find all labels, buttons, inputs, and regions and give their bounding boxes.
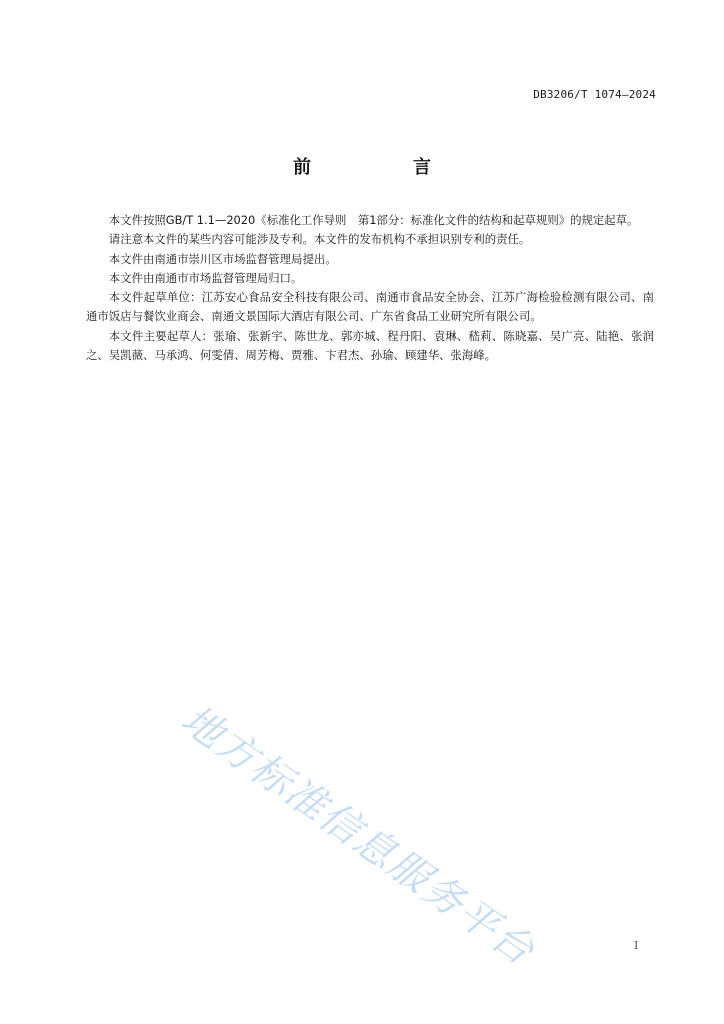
page-number: I [634, 939, 639, 952]
paragraph-drafters: 本文件主要起草人：张瑜、张新宇、陈世龙、郭亦城、程丹阳、袁琳、嵇莉、陈晓嘉、吴广亮、陆艳、张润之、吴凯薇、马承鸿、何雯倩、周芳梅、贾雅、卞君杰、孙瑜、顾建华、张海峰。 [86, 328, 654, 363]
preface-body [86, 211, 654, 365]
paragraph-patent-notice: 请注意本文件的某些内容可能涉及专利。本文件的发布机构不承担识别专利的责任。 [108, 232, 531, 247]
paragraph-drafting-rules: 本文件按照GB/T 1.1—2020《标准化工作导则 第1部分：标准化文件的结构和起草规则》的规定起草。 [108, 213, 639, 227]
watermark: 地方标准信息服务平台 [172, 696, 544, 976]
paragraph-administrator: 本文件由南通市市场监督管理局归口。 [108, 270, 303, 285]
paragraph-drafting-units: 本文件起草单位：江苏安心食品安全科技有限公司、南通市食品安全协会、江苏广海检验检测有限公司、南通市饭店与餐饮业商会、南通文景国际大酒店有限公司、广东省食品工业研究所有限公司。 [86, 290, 654, 324]
paragraph-proposer: 本文件由南通市崇川区市场监督管理局提出。 [108, 251, 337, 266]
document-code: DB3206/T 1074—2024 [533, 88, 656, 101]
page-title: 前 言 [293, 157, 473, 178]
